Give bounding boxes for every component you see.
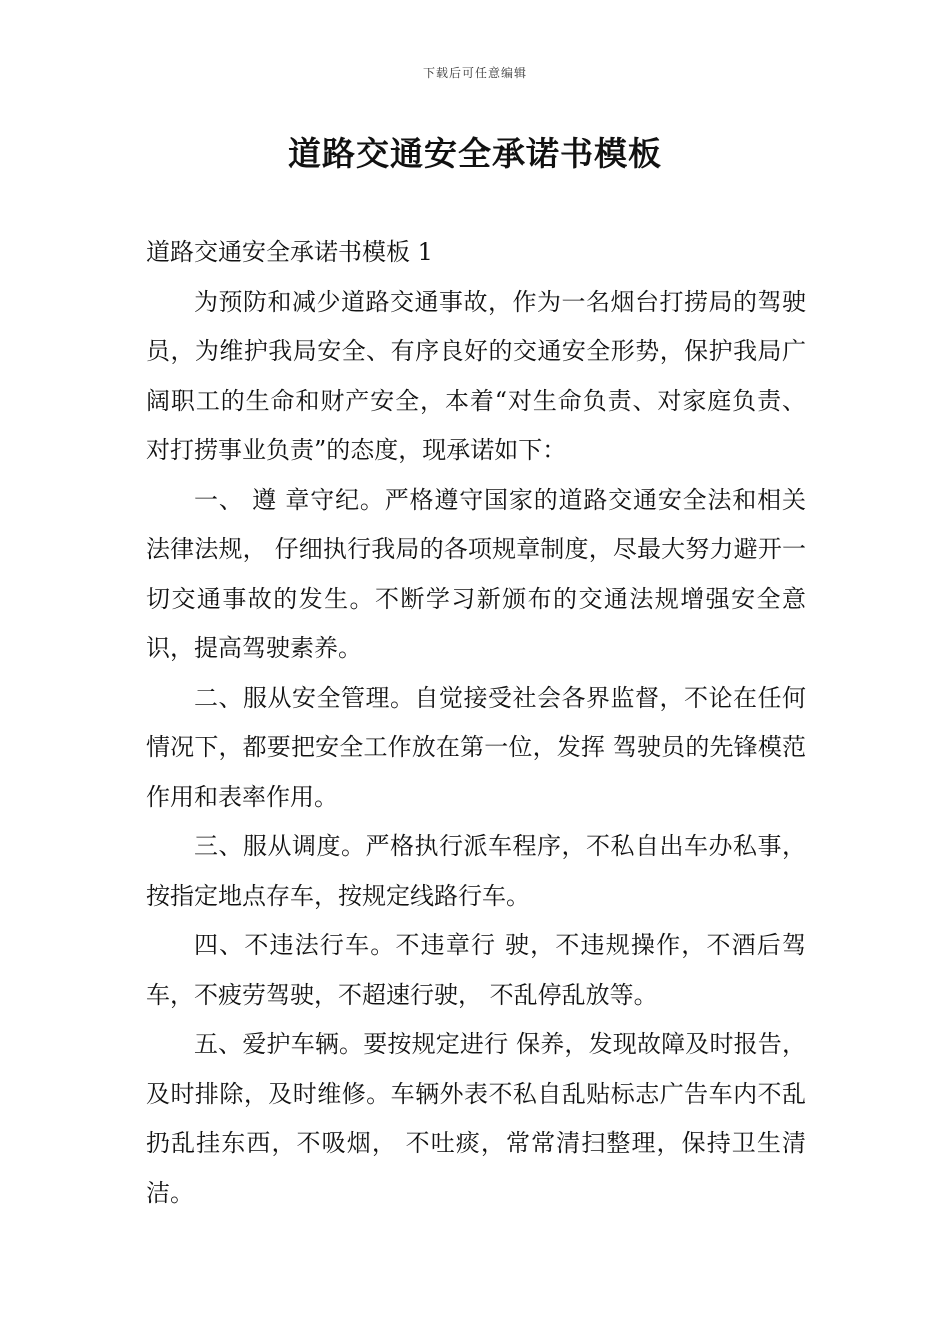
document-title: 道路交通安全承诺书模板	[288, 134, 662, 173]
document-body	[146, 228, 806, 1218]
paragraph-item-2: 二、服从安全管理。自觉接受社会各界监督，不论在任何情况下，都要把安全工作放在第一位，发挥 驾驶员的先锋模范作用和表率作用。	[146, 683, 806, 811]
paragraph-intro: 为预防和减少道路交通事故，作为一名烟台打捞局的驾驶员，为维护我局安全、有序良好的交通安全形势，保护我局广阔职工的生命和财产安全，本着“对生命负责、对家庭负责、对打捞事业负责”的态度，现承诺如下：	[146, 287, 806, 464]
header-note: 下载后可任意编辑	[422, 66, 527, 80]
section-subtitle: 道路交通安全承诺书模板 1	[146, 238, 433, 266]
paragraph-item-5: 五、爱护车辆。要按规定进行 保养，发现故障及时报告，及时排除，及时维修。车辆外表不私自乱贴标志广告车内不乱扔乱挂东西，不吸烟， 不吐痰，常常清扫整理，保持卫生清洁。	[146, 1030, 806, 1207]
paragraph-item-1: 一、 遵 章守纪。严格遵守国家的道路交通安全法和相关法律法规， 仔细执行我局的各项规章制度，尽最大努力避开一切交通事故的发生。不断学习新颁布的交通法规增强安全意识，提高驾驶素养。	[146, 485, 806, 662]
paragraph-item-4: 四、不违法行车。不违章行 驶，不违规操作，不酒后驾车，不疲劳驾驶，不超速行驶， 不乱停乱放等。	[146, 931, 806, 1009]
paragraph-item-3: 三、服从调度。严格执行派车程序，不私自出车办私事，按指定地点存车，按规定线路行车。	[146, 832, 806, 910]
